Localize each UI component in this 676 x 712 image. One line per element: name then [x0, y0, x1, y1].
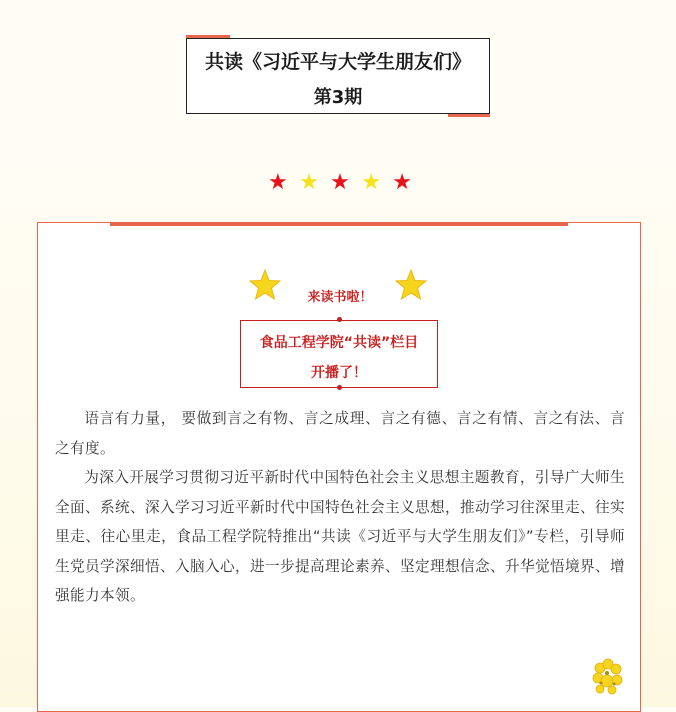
announce-line2: 开播了！: [311, 365, 367, 381]
body-text: [55, 404, 625, 611]
announce-line1: 食品工程学院“共读”栏目: [259, 335, 419, 351]
paragraph: 语言有力量， 要做到言之有物、言之成理、言之有德、言之有情、言之有法、言之有度。: [55, 410, 625, 457]
announce-dot-top: [337, 317, 342, 322]
card-top-bar: [110, 222, 568, 226]
star-icon: ★: [361, 170, 381, 195]
star-icon: [394, 268, 428, 302]
flower-icon: [586, 654, 630, 698]
title-box: [186, 38, 490, 114]
page-title: 共读《习近平与大学生朋友们》: [204, 51, 471, 73]
star-icon: ★: [330, 170, 350, 195]
paragraph: 为深入开展学习贯彻习近平新时代中国特色社会主义思想主题教育，引导广大师生全面、系统、深入学习习近平新时代中国特色社会主义思想，推动学习往深里走、往实里走、往心里走，食品工程学院特推出“共读《习近平与大学生朋友们》”专栏，引导师生党员学深细悟、入脑入心，进一步提高理论素养、坚定理想信念、升华觉悟境界、增强能力本领。: [55, 469, 625, 604]
read-label: 来读书啦！: [307, 290, 373, 305]
stars-row: [268, 170, 412, 196]
announce-box: [240, 320, 438, 388]
star-icon: ★: [268, 170, 288, 195]
star-icon: ★: [299, 170, 319, 195]
star-icon: ★: [392, 170, 412, 195]
star-icon: [248, 268, 282, 302]
issue-number: 第3期: [313, 87, 363, 108]
announce-dot-bottom: [337, 385, 342, 390]
title-accent-bottom: [448, 114, 490, 117]
